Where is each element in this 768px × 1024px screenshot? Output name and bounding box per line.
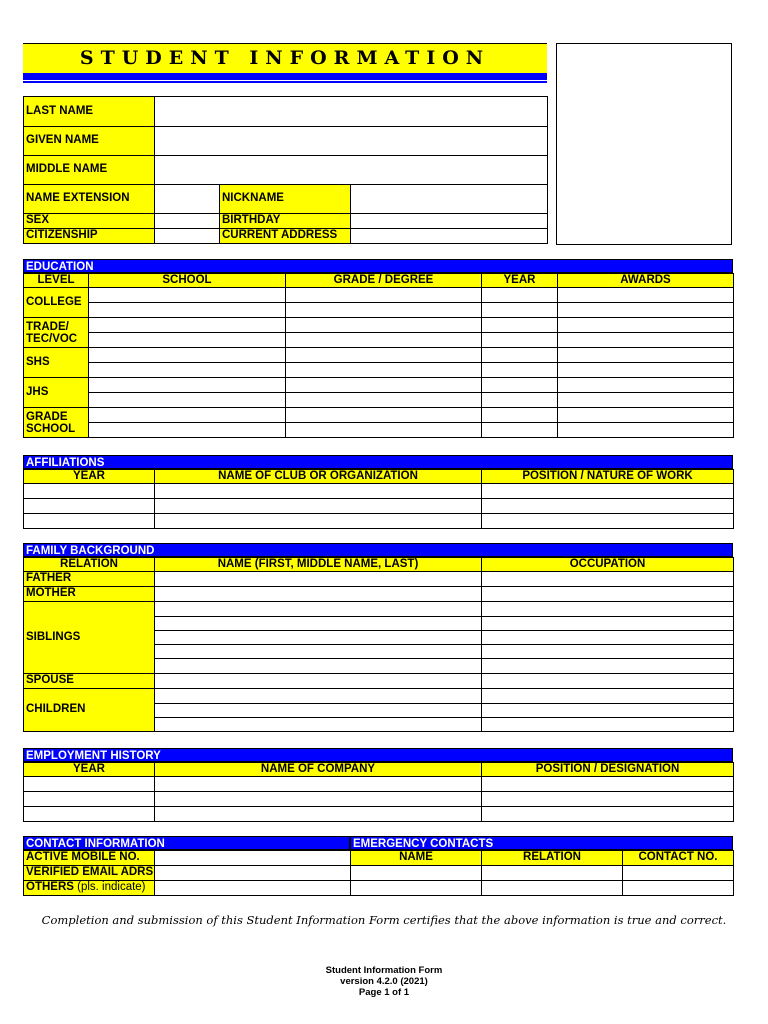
footer-page: Page 1 of 1 (358, 987, 410, 998)
edu-cell[interactable] (286, 348, 482, 363)
aff-cell[interactable] (24, 514, 155, 529)
col-level: LEVEL (24, 274, 89, 288)
name-extension-label: NAME EXTENSION (24, 185, 155, 214)
aff-cell[interactable] (155, 484, 482, 499)
emer-cell[interactable] (482, 881, 623, 896)
col-company: NAME OF COMPANY (155, 763, 482, 777)
email-field[interactable] (155, 866, 351, 881)
emp-cell[interactable] (482, 792, 734, 807)
aff-cell[interactable] (482, 499, 734, 514)
emergency-table (350, 850, 734, 896)
employment-table (23, 762, 734, 822)
col-relation: RELATION (482, 851, 623, 866)
emp-cell[interactable] (24, 807, 155, 822)
affiliations-table (23, 469, 734, 529)
relation-spouse: SPOUSE (24, 674, 155, 689)
sex-label: SEX (24, 214, 155, 229)
middle-name-label: MIDDLE NAME (24, 156, 155, 185)
edu-cell[interactable] (558, 318, 734, 333)
edu-cell[interactable] (89, 393, 286, 408)
others-note: (pls. indicate) (77, 881, 146, 894)
fam-cell[interactable] (155, 631, 482, 645)
fam-cell[interactable] (482, 659, 734, 674)
edu-cell[interactable] (89, 303, 286, 318)
mobile-label: ACTIVE MOBILE NO. (24, 851, 155, 866)
family-table (23, 557, 734, 732)
edu-cell[interactable] (89, 423, 286, 438)
relation-siblings: SIBLINGS (24, 602, 155, 674)
edu-cell[interactable] (482, 378, 558, 393)
name-extension-field[interactable] (155, 185, 220, 214)
edu-cell[interactable] (286, 408, 482, 423)
fam-cell[interactable] (155, 645, 482, 659)
edu-cell[interactable] (558, 408, 734, 423)
edu-cell[interactable] (89, 408, 286, 423)
col-name: NAME (351, 851, 482, 866)
edu-cell[interactable] (89, 378, 286, 393)
title-stripe-thin (23, 81, 547, 83)
level-grade-line2: SCHOOL (26, 422, 76, 435)
col-full-name: NAME (FIRST, MIDDLE NAME, LAST) (155, 558, 482, 572)
emer-cell[interactable] (351, 881, 482, 896)
emp-cell[interactable] (24, 792, 155, 807)
middle-name-field[interactable] (155, 156, 548, 185)
edu-cell[interactable] (286, 423, 482, 438)
emer-cell[interactable] (482, 866, 623, 881)
nickname-field[interactable] (351, 185, 548, 214)
given-name-field[interactable] (155, 127, 548, 156)
relation-mother: MOTHER (24, 587, 155, 602)
others-field[interactable] (155, 881, 351, 896)
fam-cell[interactable] (482, 704, 734, 718)
edu-cell[interactable] (482, 318, 558, 333)
contact-header: CONTACT INFORMATION (23, 836, 350, 850)
edu-cell[interactable] (89, 348, 286, 363)
education-header: EDUCATION (23, 259, 733, 273)
fam-cell[interactable] (155, 587, 482, 602)
emp-cell[interactable] (155, 792, 482, 807)
col-school: SCHOOL (89, 274, 286, 288)
edu-cell[interactable] (558, 348, 734, 363)
mobile-field[interactable] (155, 851, 351, 866)
nickname-label: NICKNAME (220, 185, 351, 214)
col-occupation: OCCUPATION (482, 558, 734, 572)
edu-cell[interactable] (482, 393, 558, 408)
employment-header: EMPLOYMENT HISTORY (23, 748, 733, 762)
email-label: VERIFIED EMAIL ADRS (24, 866, 155, 881)
current-address-field[interactable] (351, 229, 548, 244)
footer-form-name: Student Information Form (325, 965, 443, 976)
fam-cell[interactable] (155, 659, 482, 674)
col-contact-no: CONTACT NO. (623, 851, 734, 866)
edu-cell[interactable] (482, 423, 558, 438)
level-college: COLLEGE (24, 288, 89, 318)
emer-cell[interactable] (351, 866, 482, 881)
fam-cell[interactable] (155, 718, 482, 732)
certification-note: Completion and submission of this Student Information Form certifies that the above information is true and correct. (41, 913, 727, 927)
level-grade-line1: GRADE (26, 410, 68, 423)
emp-cell[interactable] (482, 807, 734, 822)
contact-table (23, 850, 351, 896)
others-text: OTHERS (26, 881, 74, 894)
relation-father: FATHER (24, 572, 155, 587)
fam-cell[interactable] (482, 617, 734, 631)
fam-cell[interactable] (482, 718, 734, 732)
fam-cell[interactable] (155, 572, 482, 587)
edu-cell[interactable] (286, 363, 482, 378)
photo-box[interactable] (556, 43, 732, 245)
edu-cell[interactable] (558, 288, 734, 303)
current-address-label: CURRENT ADDRESS (220, 229, 351, 244)
form-title: STUDENT INFORMATION (23, 43, 547, 74)
edu-cell[interactable] (558, 378, 734, 393)
edu-cell[interactable] (286, 303, 482, 318)
edu-cell[interactable] (482, 348, 558, 363)
edu-cell[interactable] (558, 303, 734, 318)
emp-cell[interactable] (482, 777, 734, 792)
fam-cell[interactable] (482, 587, 734, 602)
fam-cell[interactable] (155, 674, 482, 689)
emergency-header: EMERGENCY CONTACTS (350, 836, 733, 850)
given-name-label: GIVEN NAME (24, 127, 155, 156)
edu-cell[interactable] (286, 318, 482, 333)
emp-cell[interactable] (24, 777, 155, 792)
edu-cell[interactable] (89, 333, 286, 348)
aff-cell[interactable] (155, 514, 482, 529)
fam-cell[interactable] (482, 631, 734, 645)
affiliations-header: AFFILIATIONS (23, 455, 733, 469)
edu-cell[interactable] (482, 363, 558, 378)
edu-cell[interactable] (558, 423, 734, 438)
level-trade-tecvoc (24, 318, 89, 348)
sex-field[interactable] (155, 214, 220, 229)
aff-cell[interactable] (155, 499, 482, 514)
col-awards: AWARDS (558, 274, 734, 288)
edu-cell[interactable] (482, 288, 558, 303)
edu-cell[interactable] (558, 333, 734, 348)
level-shs: SHS (24, 348, 89, 378)
edu-cell[interactable] (286, 393, 482, 408)
fam-cell[interactable] (482, 674, 734, 689)
edu-cell[interactable] (89, 288, 286, 303)
others-label (24, 881, 155, 896)
footer-version: version 4.2.0 (2021) (340, 976, 428, 987)
relation-children: CHILDREN (24, 689, 155, 732)
aff-cell[interactable] (24, 484, 155, 499)
edu-cell[interactable] (482, 303, 558, 318)
aff-cell[interactable] (482, 514, 734, 529)
edu-cell[interactable] (558, 393, 734, 408)
edu-cell[interactable] (482, 408, 558, 423)
birthday-field[interactable] (351, 214, 548, 229)
edu-cell[interactable] (286, 333, 482, 348)
family-header: FAMILY BACKGROUND (23, 543, 733, 557)
edu-cell[interactable] (558, 363, 734, 378)
col-grade-degree: GRADE / DEGREE (286, 274, 482, 288)
emer-cell[interactable] (623, 881, 734, 896)
level-grade-school (24, 408, 89, 438)
fam-cell[interactable] (155, 704, 482, 718)
fam-cell[interactable] (155, 602, 482, 617)
edu-cell[interactable] (89, 318, 286, 333)
col-position: POSITION / NATURE OF WORK (482, 470, 734, 484)
emp-cell[interactable] (155, 807, 482, 822)
fam-cell[interactable] (482, 645, 734, 659)
emer-cell[interactable] (623, 866, 734, 881)
last-name-label: LAST NAME (24, 97, 155, 127)
education-table (23, 273, 734, 438)
birthday-label: BIRTHDAY (220, 214, 351, 229)
aff-cell[interactable] (24, 499, 155, 514)
edu-cell[interactable] (286, 378, 482, 393)
citizenship-field[interactable] (155, 229, 220, 244)
fam-cell[interactable] (482, 602, 734, 617)
level-trade-line2: TEC/VOC (26, 332, 78, 345)
fam-cell[interactable] (155, 617, 482, 631)
citizenship-label: CITIZENSHIP (24, 229, 155, 244)
col-year: YEAR (24, 763, 155, 777)
edu-cell[interactable] (89, 363, 286, 378)
fam-cell[interactable] (155, 689, 482, 704)
col-relation: RELATION (24, 558, 155, 572)
edu-cell[interactable] (482, 333, 558, 348)
col-year: YEAR (24, 470, 155, 484)
aff-cell[interactable] (482, 484, 734, 499)
personal-info-table (23, 96, 548, 244)
col-year: YEAR (482, 274, 558, 288)
col-designation: POSITION / DESIGNATION (482, 763, 734, 777)
edu-cell[interactable] (286, 288, 482, 303)
title-stripe (23, 73, 547, 80)
last-name-field[interactable] (155, 97, 548, 127)
level-jhs: JHS (24, 378, 89, 408)
fam-cell[interactable] (482, 572, 734, 587)
emp-cell[interactable] (155, 777, 482, 792)
col-club-name: NAME OF CLUB OR ORGANIZATION (155, 470, 482, 484)
fam-cell[interactable] (482, 689, 734, 704)
level-trade-line1: TRADE/ (26, 320, 69, 333)
